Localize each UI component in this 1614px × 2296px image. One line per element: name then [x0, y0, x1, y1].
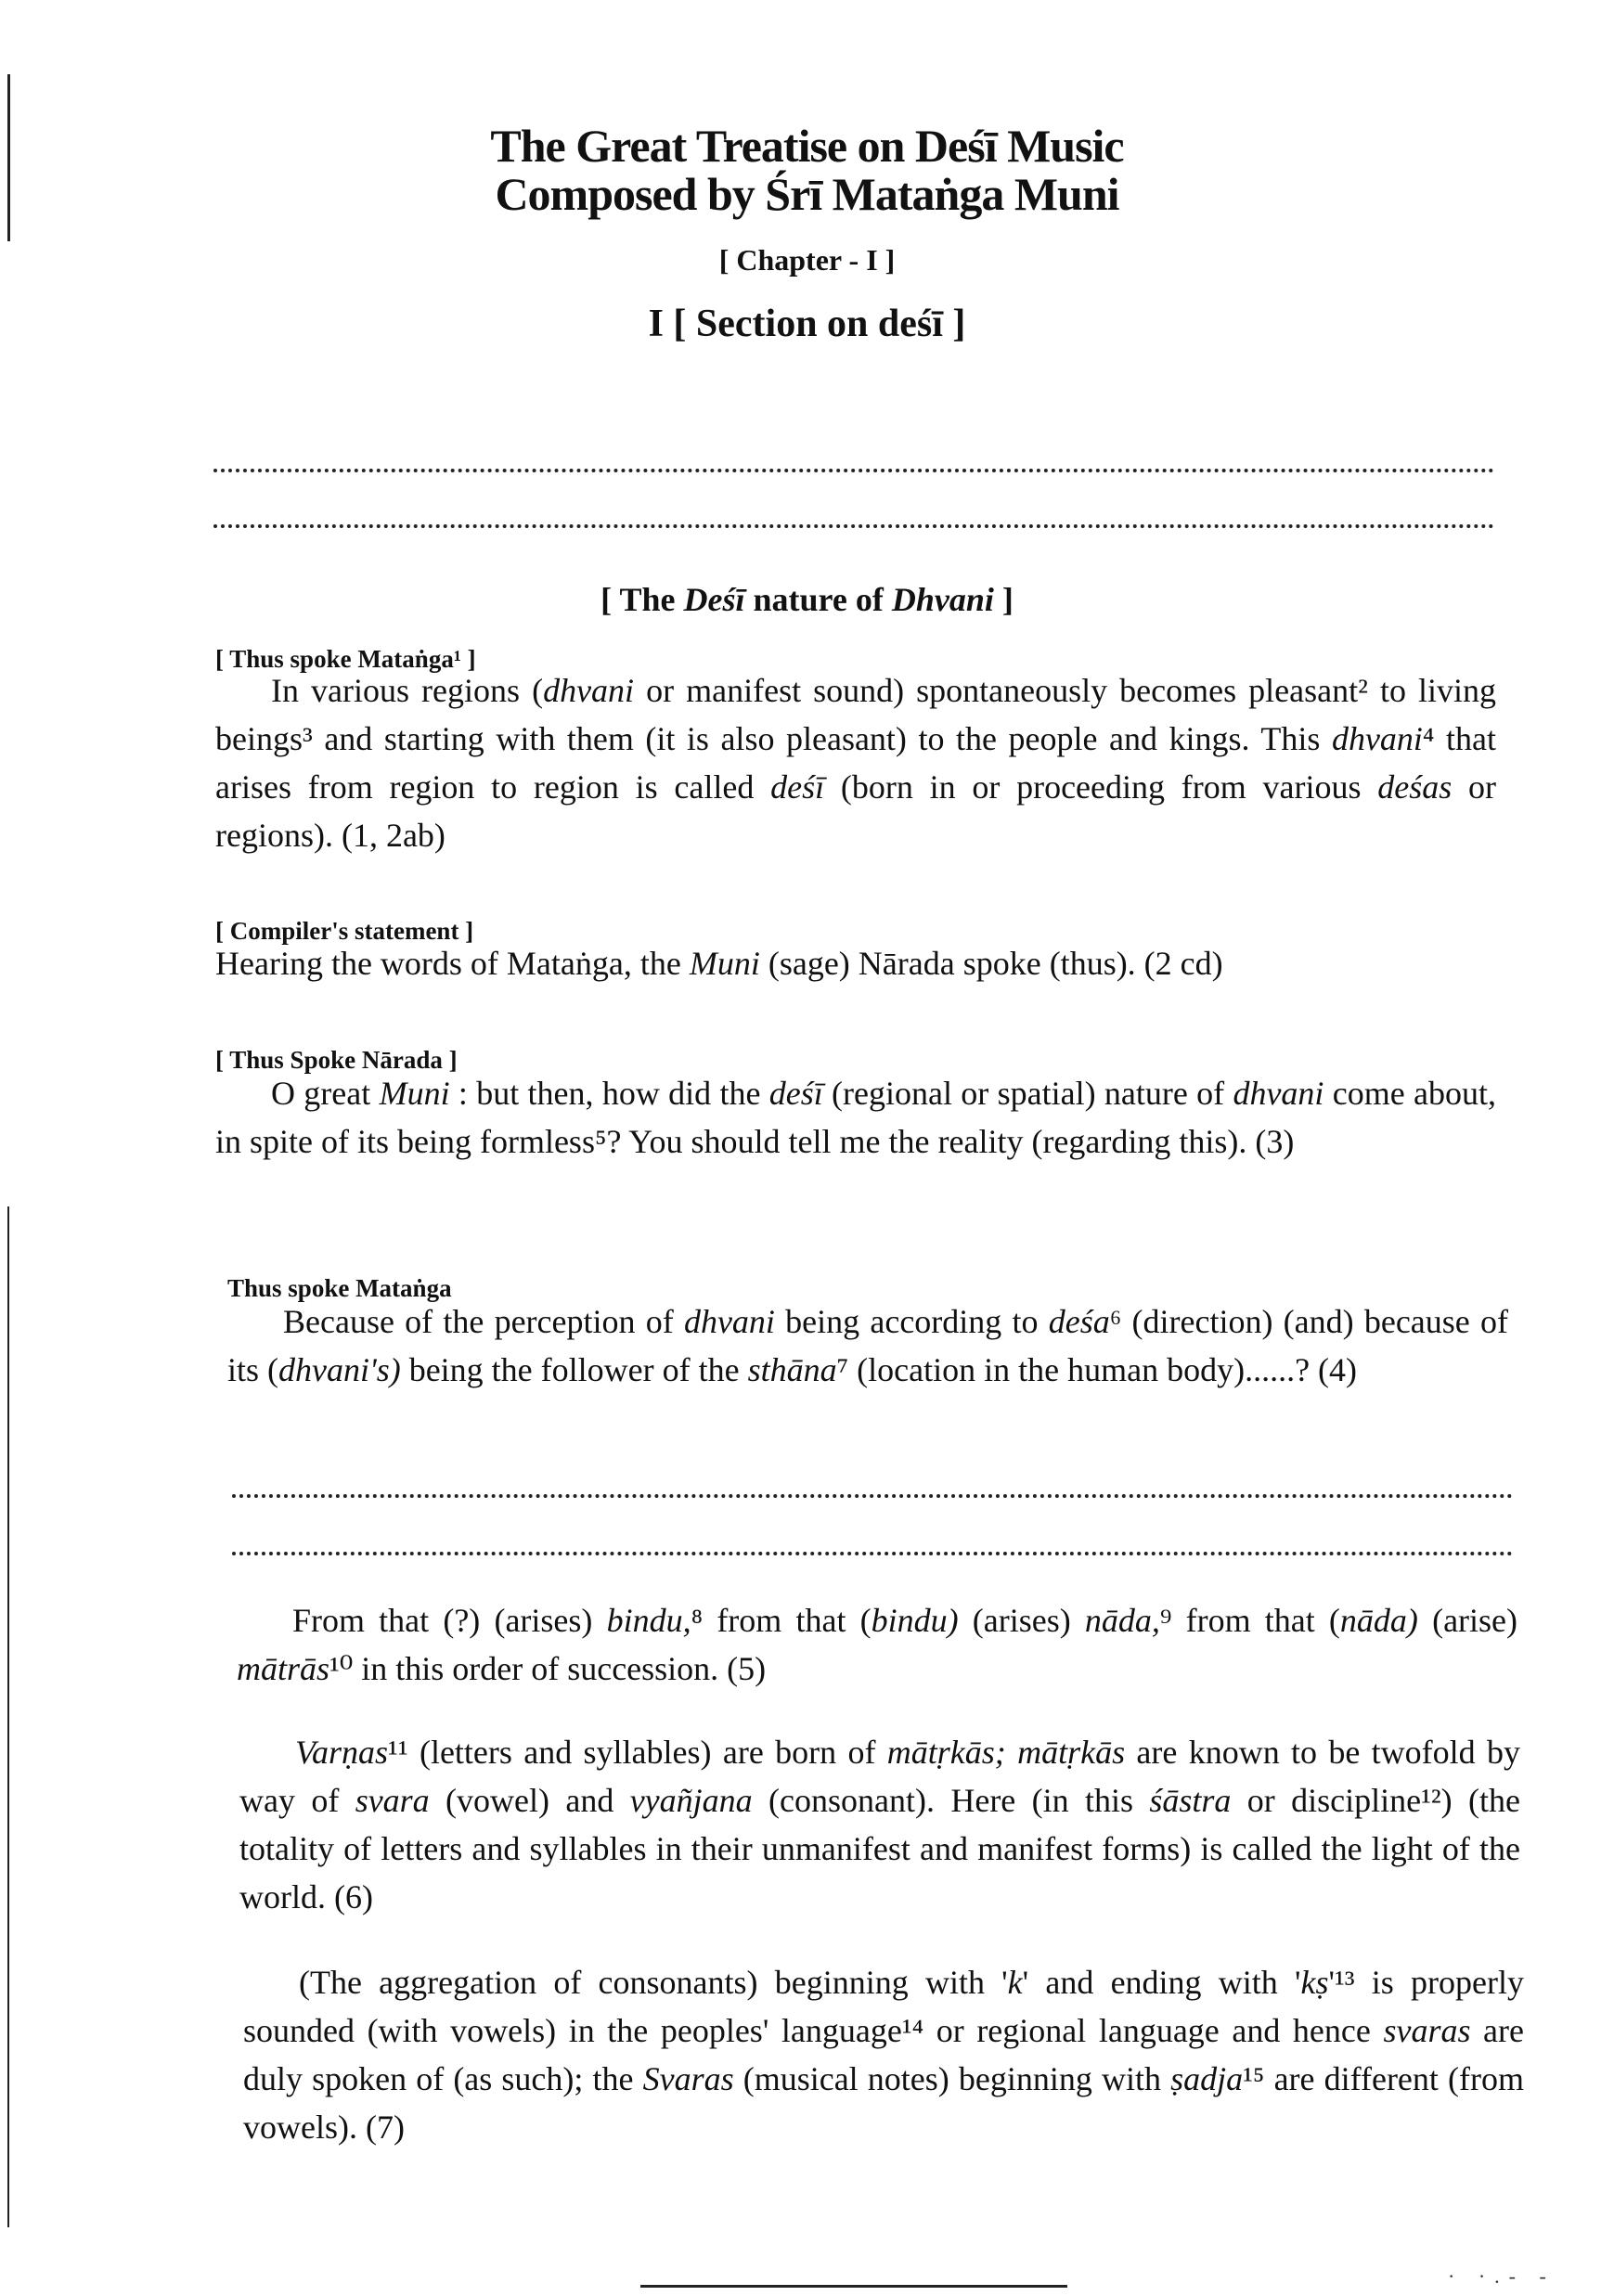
speaker-label: [ Thus spoke Mataṅga¹ ]: [215, 645, 476, 673]
verse-2cd: Hearing the words of Mataṅga, the Muni (sage) Nārada spoke (thus). (2 cd): [215, 945, 1223, 982]
speaker-label: [ Thus Spoke Nārada ]: [215, 1046, 458, 1074]
verse-4: Because of the perception of dhvani being according to deśa⁶ (direction) (and) because of its (dhvani's) being the follower of the sthāna⁷ (location in the human body)......? (4): [227, 1303, 1508, 1388]
subheading-pre: [ The: [600, 581, 684, 618]
verse-5: From that (?) (arises) bindu,⁸ from that (bindu) (arises) nāda,⁹ from that (nāda) (arise) mātrās¹⁰ in this order of succession. (5): [237, 1602, 1518, 1687]
omission-line: [232, 1552, 1513, 1555]
subheading-dhvani: Dhvani: [891, 581, 994, 618]
omission-line: [213, 524, 1494, 528]
omission-line: [213, 469, 1494, 472]
speaker-label: Thus spoke Mataṅga: [227, 1274, 452, 1302]
verse-7: (The aggregation of consonants) beginning with 'k' and ending with 'kṣ'¹³ is properly sounded (with vowels) in the peoples' language¹⁴ or regional language and hence svaras are duly spoken of (as such); the Svaras (musical notes) beginning with ṣadja¹⁵ are different (from vowels). (7): [243, 1964, 1524, 2146]
footnote-rule: [640, 2285, 1067, 2288]
subheading: [0, 580, 1614, 619]
section-heading: I [ Section on deśī ]: [648, 303, 966, 345]
title-line-2: Composed by Śrī Mataṅga Muni: [495, 168, 1119, 220]
left-binding-line-lower: [7, 1206, 9, 2227]
speaker-label: [ Compiler's statement ]: [215, 917, 474, 945]
subheading-desi: Deśī: [683, 581, 745, 618]
title-line-1: The Great Treatise on Deśī Music: [490, 120, 1124, 172]
omission-line: [232, 1494, 1513, 1498]
verse-6: Varṇas¹¹ (letters and syllables) are born of mātṛkās; mātṛkās are known to be twofold by way of svara (vowel) and vyañjana (consonant). Here (in this śāstra or discipline¹²) (the totality of letters and syllables in their unmanifest and manifest forms) is called the light of the world. (6): [239, 1734, 1521, 1915]
subheading-mid: nature of: [744, 581, 892, 618]
verse-3: O great Muni : but then, how did the deśī (regional or spatial) nature of dhvani come about, in spite of its being formless⁵? You should tell me the reality (regarding this). (3): [215, 1075, 1496, 1160]
chapter-label: [ Chapter - I ]: [718, 243, 896, 277]
subheading-post: ]: [993, 581, 1014, 618]
verse-1-2ab: In various regions (dhvani or manifest sound) spontaneously becomes pleasant² to living beings³ and starting with them (it is also pleasant) to the people and kings. This dhvani⁴ that arises from region to region is called deśī (born in or proceeding from various deśas or regions). (1, 2ab): [215, 672, 1497, 854]
scan-specks: · ·.- -: [1448, 2264, 1556, 2288]
